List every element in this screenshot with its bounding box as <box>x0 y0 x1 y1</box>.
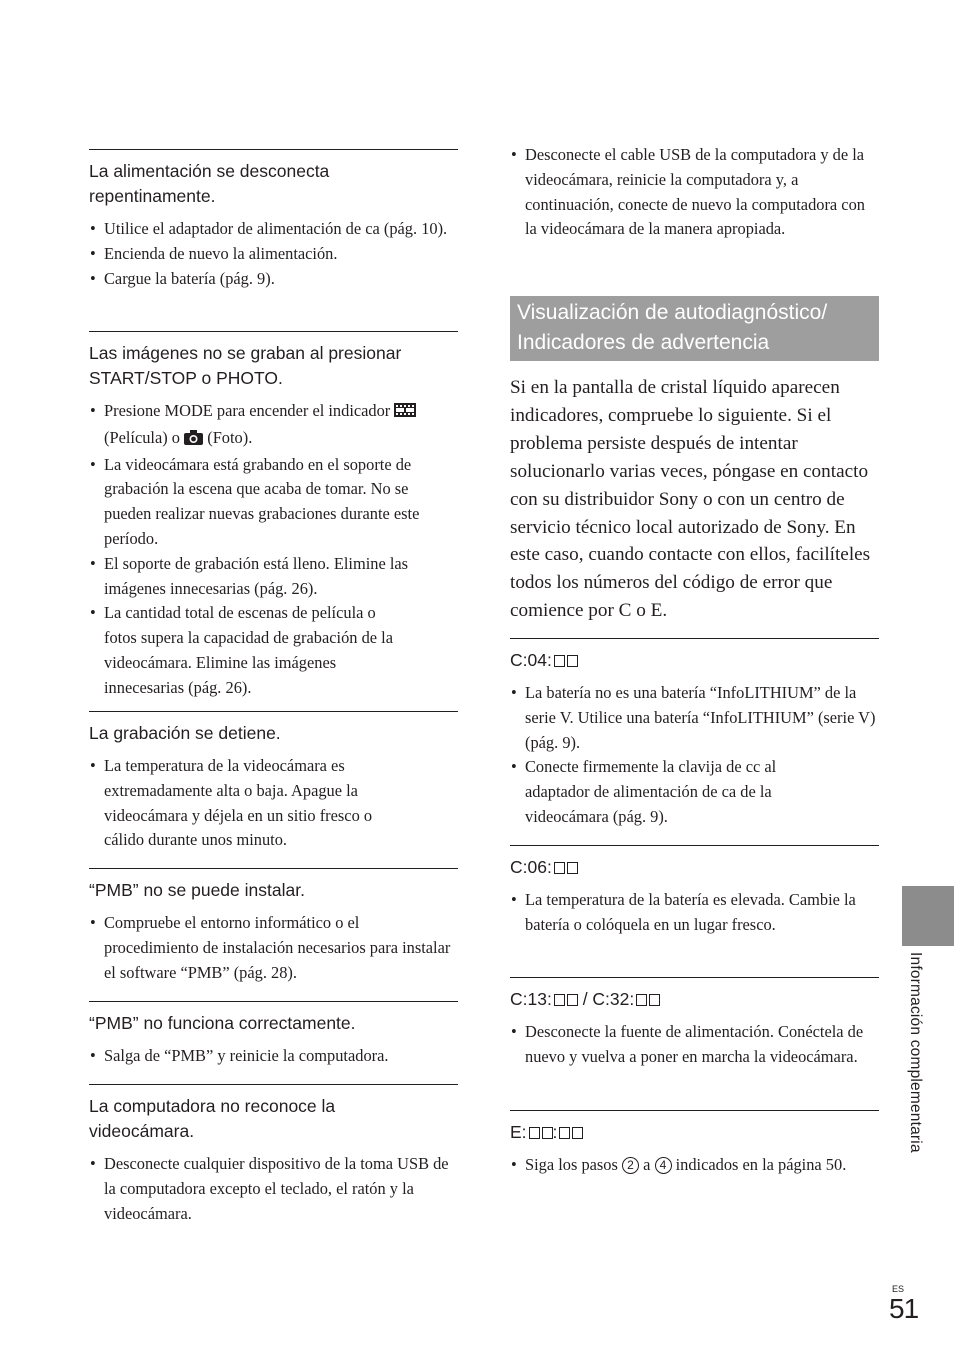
section-no-record <box>89 331 458 701</box>
bullet-list <box>510 681 879 830</box>
bullet-list <box>510 1153 879 1178</box>
list-item: • Conecte firmemente la clavija de cc al adaptador de alimentación de ca de la videocámara (pág. 9). <box>510 755 835 829</box>
list-item-text: (Película) o <box>104 427 181 447</box>
section-e <box>510 1110 879 1178</box>
digit-box <box>572 1127 583 1139</box>
error-code-text: C:04: <box>510 650 552 670</box>
section-title: La computadora no reconoce la videocámara. <box>89 1096 336 1141</box>
section-title: Las imágenes no se graban al presionar START/STOP o PHOTO. <box>89 343 402 388</box>
list-item: • Compruebe el entorno informático o el procedimiento de instalación necesarios para instalar el software “PMB” (pág. 28). <box>89 911 458 985</box>
digit-box <box>554 862 565 874</box>
list-item-text: indicados en la página 50. <box>675 1155 847 1174</box>
list-item: • Desconecte cualquier dispositivo de la toma USB de la computadora excepto el teclado, el ratón y la videocámara. <box>89 1152 458 1226</box>
list-item: • Encienda de nuevo la alimentación. <box>89 242 458 267</box>
list-item: • La temperatura de la batería es elevada. Cambie la batería o colóquela en un lugar fresco. <box>510 888 879 938</box>
section-title: La grabación se detiene. <box>89 723 281 743</box>
list-item-text: Presione MODE para encender el indicador <box>104 401 391 420</box>
error-code <box>510 978 879 1012</box>
error-code <box>510 639 879 673</box>
error-code <box>510 1111 879 1145</box>
error-code-text: : <box>552 1122 558 1142</box>
step-number-icon: 2 <box>622 1157 639 1174</box>
digit-box <box>554 655 565 667</box>
error-code-text: / C:32: <box>577 989 635 1009</box>
bullet-list <box>510 888 879 938</box>
section-title: “PMB” no funciona correctamente. <box>89 1013 356 1033</box>
chapter-label: Información complementaria <box>907 952 924 1153</box>
section-pmb-malfunction <box>89 1001 458 1069</box>
section-c04 <box>510 638 879 830</box>
error-code-text: E: <box>510 1122 527 1142</box>
error-code-text: C:06: <box>510 857 552 877</box>
digit-box <box>529 1127 540 1139</box>
camera-icon <box>184 428 203 453</box>
list-item <box>89 399 458 453</box>
error-code-text: C:13: <box>510 989 552 1009</box>
section-pmb-install <box>89 868 458 985</box>
list-item: • Utilice el adaptador de alimentación de ca (pág. 10). <box>89 217 458 242</box>
digit-box <box>554 994 565 1006</box>
list-item: • La temperatura de la videocámara es extremadamente alta o baja. Apague la videocámara y déjela en un sitio fresco o cálido durante unos minuto. <box>89 754 404 853</box>
section-c13-c32 <box>510 977 879 1070</box>
section-usb-continued <box>510 135 879 242</box>
page-number: 51 <box>889 1293 919 1324</box>
digit-box <box>567 862 578 874</box>
digit-box <box>636 994 647 1006</box>
section-c06 <box>510 845 879 938</box>
list-item: • Desconecte el cable USB de la computadora y de la videocámara, reinicie la computadora y, a continuación, conecte de nuevo la computadora con la videocámara de la manera apropiada. <box>510 143 879 242</box>
chapter-tab <box>902 886 954 946</box>
list-item: • Cargue la batería (pág. 9). <box>89 267 458 292</box>
page-language: ES <box>892 1284 905 1294</box>
bullet-list <box>89 911 458 985</box>
bullet-list <box>89 754 458 853</box>
list-item: • Desconecte la fuente de alimentación. Conéctela de nuevo y vuelva a poner en marcha la videocámara. <box>510 1020 879 1070</box>
digit-box <box>559 1127 570 1139</box>
list-item: • La videocámara está grabando en el soporte de grabación la escena que acaba de tomar. No se pueden realizar nuevas grabaciones durante este período. <box>89 453 458 552</box>
movie-icon <box>394 401 416 426</box>
bullet-list <box>89 217 458 291</box>
section-power-off <box>89 149 458 291</box>
list-item: • La cantidad total de escenas de película o fotos supera la capacidad de grabación de la videocámara. Elimine las imágenes innecesarias (pág. 26). <box>89 601 404 700</box>
digit-box <box>649 994 660 1006</box>
list-item: • Salga de “PMB” y reinicie la computadora. <box>89 1044 458 1069</box>
bullet-list <box>510 1020 879 1070</box>
error-code <box>510 846 879 880</box>
list-item: • El soporte de grabación está lleno. Elimine las imágenes innecesarias (pág. 26). <box>89 552 458 602</box>
section-recording-stops <box>89 711 458 853</box>
section-heading-self-diagnosis: Visualización de autodiagnóstico/ Indicadores de advertencia <box>510 296 879 361</box>
section-title: La alimentación se desconecta repentinamente. <box>89 161 330 206</box>
bullet-list <box>510 143 879 242</box>
bullet-list <box>89 399 458 701</box>
list-item-text: a <box>643 1155 651 1174</box>
list-item-text: Siga los pasos <box>525 1155 618 1174</box>
list-item: • La batería no es una batería “InfoLITHIUM” de la serie V. Utilice una batería “InfoLITHIUM” (serie V) (pág. 9). <box>510 681 879 755</box>
bullet-list <box>89 1152 458 1226</box>
section-title: “PMB” no se puede instalar. <box>89 880 305 900</box>
digit-box <box>542 1127 553 1139</box>
section-computer-no-recognize <box>89 1084 458 1226</box>
list-item <box>510 1153 879 1178</box>
digit-box <box>567 994 578 1006</box>
bullet-list <box>89 1044 458 1069</box>
step-number-icon: 4 <box>655 1157 672 1174</box>
intro-paragraph: Si en la pantalla de cristal líquido aparecen indicadores, compruebe lo siguiente. Si el problema persiste después de intentar solucionarlo varias veces, póngase en contacto con su distribuidor Sony o con un centro de servicio técnico local autorizado de Sony. En este caso, cuando contacte con ellos, facilíteles todos los números del código de error que comience por C o E. <box>510 377 871 622</box>
digit-box <box>567 655 578 667</box>
list-item-text: (Foto). <box>207 427 253 447</box>
